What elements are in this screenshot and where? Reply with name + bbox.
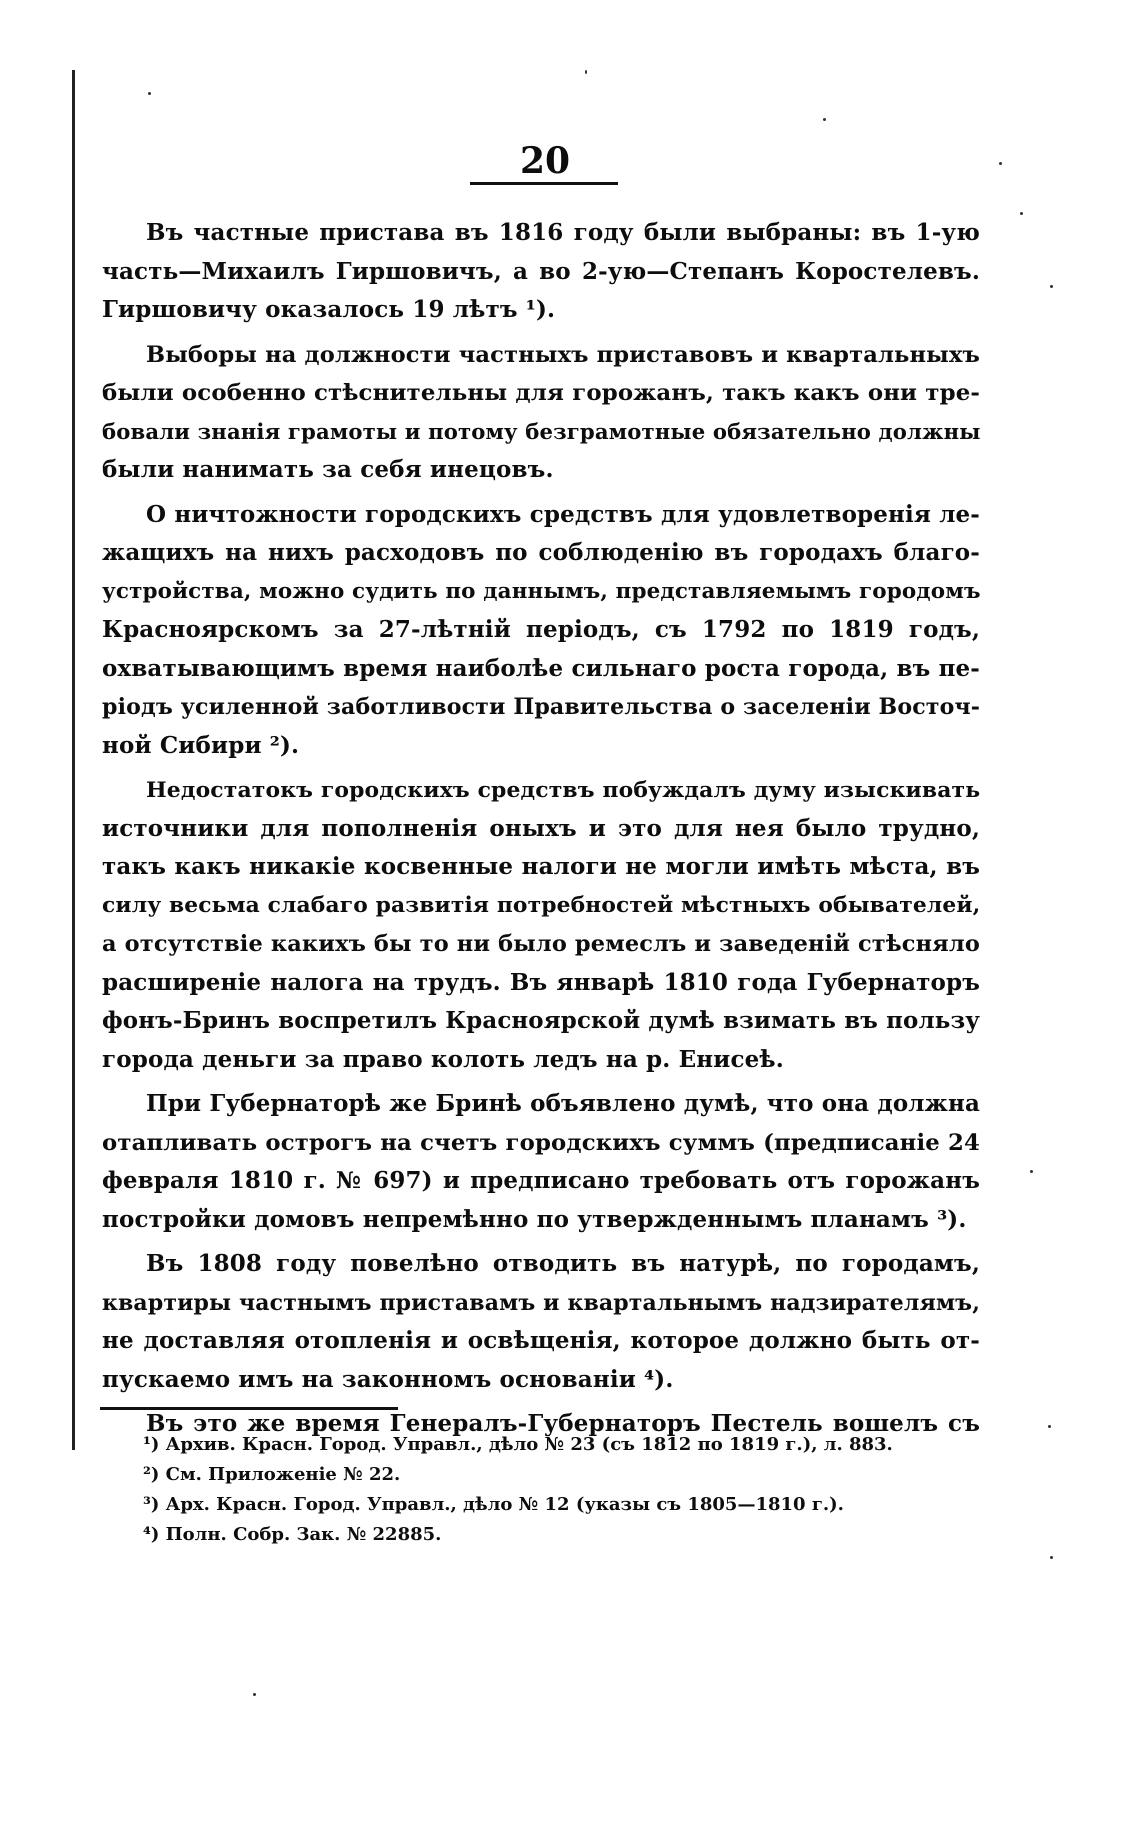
text-line: а отсутствіе какихъ бы то ни было ремеслъ и заведеній стѣсняло — [102, 931, 980, 957]
text-line: отапливать острогъ на счетъ городскихъ суммъ (предписаніе 24 — [102, 1129, 980, 1156]
text-line: постройки домовъ непремѣнно по утвержденнымъ планамъ ³). — [102, 1205, 967, 1233]
scan-speck — [1048, 1425, 1051, 1428]
text-line: охватывающимъ время наиболѣе сильнаго роста города, въ пе- — [102, 654, 980, 682]
scan-speck — [999, 162, 1002, 165]
text-line: Гиршовичу оказалось 19 лѣтъ ¹). — [102, 296, 556, 323]
text-line: были особенно стѣснительны для горожанъ, такъ какъ они тре- — [102, 380, 980, 406]
paragraph-4 — [102, 771, 980, 1079]
scan-speck — [253, 1693, 256, 1696]
text-line: Въ это же время Генералъ-Губернаторъ Пестель вошелъ съ — [146, 1410, 980, 1437]
scan-speck — [585, 70, 587, 74]
text-line: бовали знанія грамоты и потому безграмотные обязательно должны — [102, 418, 981, 444]
paragraph-6 — [102, 1245, 980, 1399]
text-line: такъ какъ никакіе косвенные налоги не могли имѣть мѣста, въ — [102, 853, 980, 880]
text-line: были нанимать за себя инецовъ. — [102, 456, 554, 483]
text-line: источники для пополненія оныхъ и это для нея было трудно, — [102, 814, 980, 842]
footnote-separator — [100, 1407, 398, 1410]
scan-speck — [1050, 285, 1053, 288]
paragraph-5 — [102, 1085, 980, 1239]
binding-edge-line — [72, 70, 75, 1450]
page-number-underline — [470, 182, 618, 185]
text-line: Въ 1808 году повелѣно отводить въ натурѣ, по городамъ, — [146, 1250, 980, 1277]
scan-speck — [148, 92, 151, 95]
text-line: устройства, можно судить по даннымъ, представляемымъ городомъ — [102, 578, 981, 604]
text-line: квартиры частнымъ приставамъ и квартальнымъ надзирателямъ, — [102, 1289, 980, 1316]
text-line: не доставляя отопленія и освѣщенія, которое должно быть от- — [102, 1327, 980, 1354]
text-line: фонъ-Бринъ воспретилъ Красноярской думѣ взимать въ пользу — [102, 1007, 980, 1034]
footnotes — [143, 1430, 973, 1550]
paragraph-2 — [102, 336, 980, 490]
body-text — [102, 214, 980, 1450]
text-line: силу весьма слабаго развитія потребностей мѣстныхъ обывателей, — [102, 892, 981, 918]
text-line: Красноярскомъ за 27-лѣтній періодъ, съ 1792 по 1819 годъ, — [102, 616, 980, 643]
text-line: города деньги за право колоть ледъ на р. Енисеѣ. — [102, 1045, 784, 1073]
text-line: пускаемо имъ на законномъ основаніи ⁴). — [102, 1365, 674, 1393]
text-line: расширеніе налога на трудъ. Въ январѣ 1810 года Губернаторъ — [102, 968, 980, 996]
page-number: 20 — [519, 140, 571, 182]
paragraph-3 — [102, 496, 980, 766]
text-line: Въ частные пристава въ 1816 году были выбраны: въ 1-ую — [146, 219, 980, 246]
scan-speck — [1050, 1556, 1053, 1559]
paragraph-1 — [102, 214, 980, 330]
footnote-3: ³) Арх. Красн. Город. Управл., дѣло № 12 (указы съ 1805—1810 г.). — [143, 1494, 844, 1515]
footnote-1: ¹) Архив. Красн. Город. Управл., дѣло № 23 (съ 1812 по 1819 г.), л. 883. — [143, 1434, 893, 1455]
scan-speck — [823, 118, 826, 121]
footnote-4: ⁴) Полн. Собр. Зак. № 22885. — [143, 1524, 442, 1545]
text-line: При Губернаторѣ же Бринѣ объявлено думѣ, что она должна — [146, 1090, 980, 1117]
scan-speck — [1030, 1170, 1033, 1173]
text-line: Выборы на должности частныхъ приставовъ и квартальныхъ — [146, 341, 980, 368]
text-line: О ничтожности городскихъ средствъ для удовлетворенія ле- — [146, 500, 980, 528]
text-line: Недостатокъ городскихъ средствъ побуждалъ думу изыскивать — [146, 777, 981, 803]
text-line: ріодъ усиленной заботливости Правительства о заселеніи Восточ- — [102, 694, 981, 720]
text-line: жащихъ на нихъ расходовъ по соблюденію въ городахъ благо- — [102, 539, 980, 566]
footnote-2: ²) См. Приложеніе № 22. — [143, 1464, 401, 1485]
scan-speck — [1020, 212, 1023, 215]
text-line: часть—Михаилъ Гиршовичъ, а во 2-ую—Степанъ Коростелевъ. — [102, 257, 980, 285]
text-line: февраля 1810 г. № 697) и предписано требовать отъ горожанъ — [102, 1167, 980, 1194]
text-line: ной Сибири ²). — [102, 731, 300, 759]
